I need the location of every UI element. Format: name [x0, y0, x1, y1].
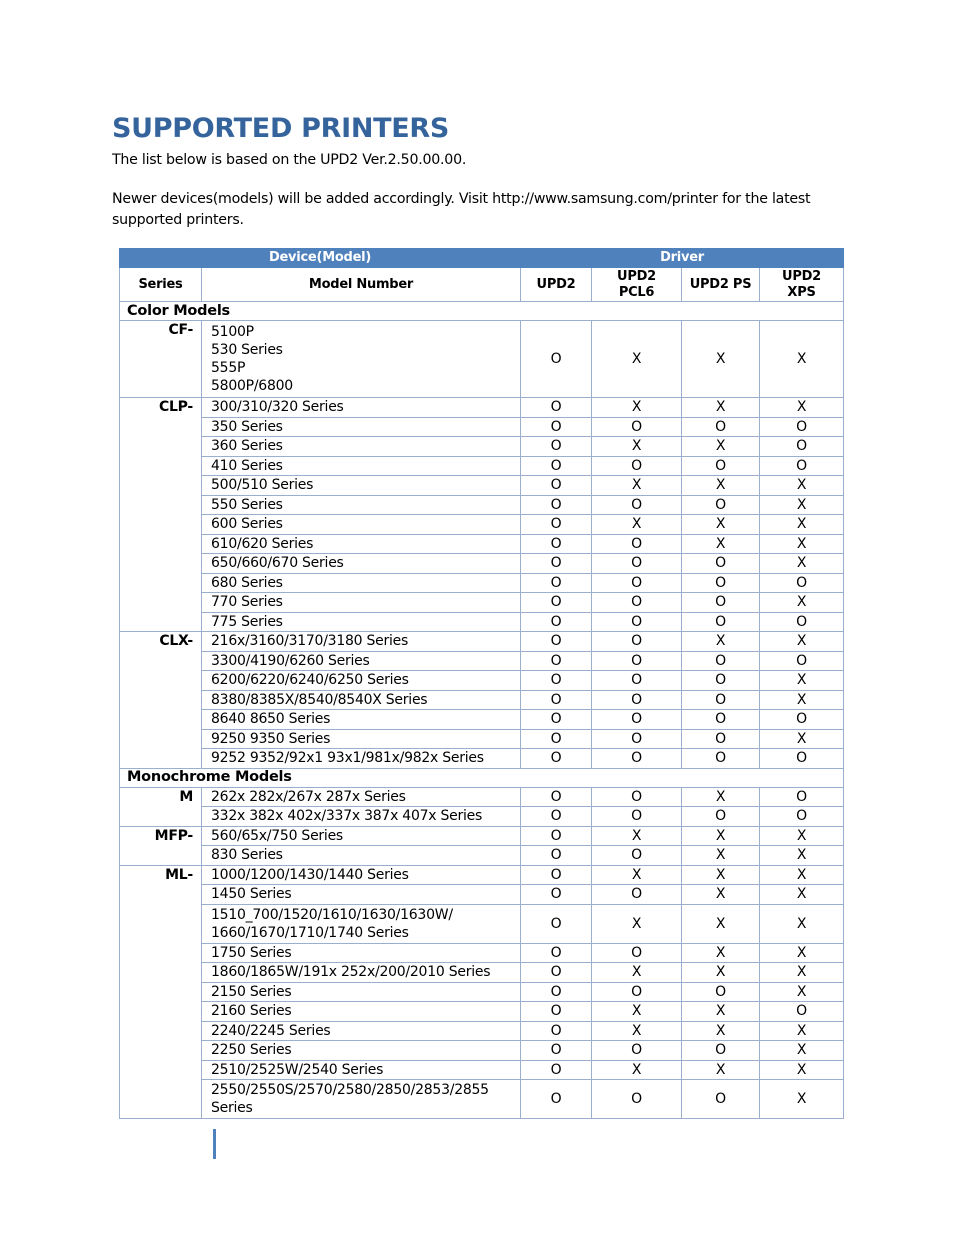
upd2-cell: O: [521, 632, 592, 652]
table-row: [120, 826, 844, 846]
upd2-xps-cell: X: [760, 865, 844, 885]
upd2-cell: O: [521, 1080, 592, 1119]
upd2-cell: O: [521, 807, 592, 827]
upd2-cell: O: [521, 437, 592, 457]
table-row: [120, 904, 844, 943]
upd2-cell: O: [521, 943, 592, 963]
upd2-cell: O: [521, 593, 592, 613]
upd2-xps-cell: X: [760, 534, 844, 554]
model-number-cell: 350 Series: [202, 417, 521, 437]
upd2-xps-cell: O: [760, 456, 844, 476]
model-number-cell: 560/65x/750 Series: [202, 826, 521, 846]
upd2-xps-cell: X: [760, 729, 844, 749]
table-row: [120, 1041, 844, 1061]
upd2-ps-cell: O: [682, 573, 760, 593]
section-label: Color Models: [120, 302, 844, 321]
model-number-cell: 410 Series: [202, 456, 521, 476]
series-name: ML-: [120, 865, 202, 1119]
table-row: [120, 612, 844, 632]
upd2-xps-cell: X: [760, 1080, 844, 1119]
column-header-row: [120, 268, 844, 302]
device-group-header: Device(Model): [120, 249, 521, 268]
upd2-ps-cell: X: [682, 632, 760, 652]
upd2-cell: O: [521, 963, 592, 983]
driver-group-header: Driver: [521, 249, 844, 268]
series-name: M: [120, 787, 202, 826]
table-row: [120, 476, 844, 496]
upd2-ps-cell: X: [682, 515, 760, 535]
upd2-cell: O: [521, 612, 592, 632]
upd2-xps-cell: O: [760, 573, 844, 593]
note-text: Newer devices(models) will be added accordingly. Visit http://www.samsung.com/printer for the latest supported printers.: [112, 191, 811, 228]
table-row: [120, 787, 844, 807]
col-header-upd2-pcl6: UPD2 PCL6: [592, 268, 682, 302]
upd2-ps-cell: O: [682, 710, 760, 730]
section-row: [120, 302, 844, 321]
upd2-pcl6-cell: O: [592, 417, 682, 437]
upd2-pcl6-cell: X: [592, 398, 682, 418]
model-number-cell: 680 Series: [202, 573, 521, 593]
upd2-pcl6-cell: X: [592, 865, 682, 885]
upd2-cell: O: [521, 398, 592, 418]
upd2-cell: O: [521, 885, 592, 905]
model-number-cell: 2250 Series: [202, 1041, 521, 1061]
col-header-upd2-xps: UPD2 XPS: [760, 268, 844, 302]
upd2-cell: O: [521, 826, 592, 846]
upd2-xps-cell: O: [760, 787, 844, 807]
table-row: [120, 573, 844, 593]
upd2-pcl6-cell: O: [592, 612, 682, 632]
upd2-xps-cell: O: [760, 612, 844, 632]
table-row: [120, 1080, 844, 1119]
upd2-ps-cell: O: [682, 807, 760, 827]
model-number-cell: 2510/2525W/2540 Series: [202, 1060, 521, 1080]
model-number-cell: 1000/1200/1430/1440 Series: [202, 865, 521, 885]
upd2-pcl6-cell: O: [592, 632, 682, 652]
upd2-cell: O: [521, 554, 592, 574]
upd2-pcl6-cell: O: [592, 846, 682, 866]
upd2-pcl6-cell: X: [592, 1002, 682, 1022]
upd2-xps-cell: O: [760, 749, 844, 769]
model-number-cell: 9250 9350 Series: [202, 729, 521, 749]
upd2-pcl6-cell: O: [592, 943, 682, 963]
upd2-pcl6-cell: X: [592, 476, 682, 496]
upd2-ps-cell: X: [682, 787, 760, 807]
upd2-cell: O: [521, 710, 592, 730]
table-row: [120, 729, 844, 749]
upd2-ps-cell: X: [682, 321, 760, 398]
model-number-cell: 8380/8385X/8540/8540X Series: [202, 690, 521, 710]
upd2-ps-cell: X: [682, 1060, 760, 1080]
upd2-cell: O: [521, 495, 592, 515]
model-number-cell: 2240/2245 Series: [202, 1021, 521, 1041]
upd2-xps-cell: X: [760, 943, 844, 963]
upd2-ps-cell: O: [682, 593, 760, 613]
upd2-xps-cell: X: [760, 495, 844, 515]
series-name: MFP-: [120, 826, 202, 865]
col-header-series: Series: [120, 268, 202, 302]
upd2-xps-cell: X: [760, 476, 844, 496]
upd2-xps-cell: X: [760, 671, 844, 691]
upd2-pcl6-cell: O: [592, 495, 682, 515]
upd2-ps-cell: X: [682, 885, 760, 905]
upd2-cell: O: [521, 1002, 592, 1022]
upd2-pcl6-cell: X: [592, 437, 682, 457]
model-number-cell: 1450 Series: [202, 885, 521, 905]
upd2-pcl6-cell: O: [592, 807, 682, 827]
model-number-cell: 332x 382x 402x/337x 387x 407x Series: [202, 807, 521, 827]
model-number-cell: 360 Series: [202, 437, 521, 457]
model-number-cell: 610/620 Series: [202, 534, 521, 554]
upd2-pcl6-cell: O: [592, 729, 682, 749]
upd2-ps-cell: X: [682, 398, 760, 418]
table-row: [120, 982, 844, 1002]
model-number-cell: 770 Series: [202, 593, 521, 613]
upd2-ps-cell: X: [682, 1002, 760, 1022]
upd2-cell: O: [521, 476, 592, 496]
upd2-ps-cell: O: [682, 1080, 760, 1119]
upd2-cell: O: [521, 321, 592, 398]
model-number-cell: 1750 Series: [202, 943, 521, 963]
upd2-cell: O: [521, 846, 592, 866]
table-row: [120, 865, 844, 885]
upd2-cell: O: [521, 787, 592, 807]
table-row: [120, 963, 844, 983]
col-header-upd2: UPD2: [521, 268, 592, 302]
series-name: CLP-: [120, 398, 202, 632]
table-row: [120, 437, 844, 457]
upd2-xps-cell: X: [760, 593, 844, 613]
upd2-pcl6-cell: X: [592, 321, 682, 398]
upd2-cell: O: [521, 671, 592, 691]
section-label: Monochrome Models: [120, 768, 844, 787]
upd2-xps-cell: X: [760, 1060, 844, 1080]
model-number-cell: 1860/1865W/191x 252x/200/2010 Series: [202, 963, 521, 983]
table-row: [120, 417, 844, 437]
upd2-pcl6-cell: O: [592, 1080, 682, 1119]
upd2-xps-cell: O: [760, 437, 844, 457]
upd2-xps-cell: X: [760, 982, 844, 1002]
model-number-cell: 8640 8650 Series: [202, 710, 521, 730]
upd2-xps-cell: X: [760, 904, 844, 943]
upd2-pcl6-cell: O: [592, 710, 682, 730]
upd2-cell: O: [521, 904, 592, 943]
table-body: [120, 302, 844, 1119]
model-number-cell: 300/310/320 Series: [202, 398, 521, 418]
model-number-cell: 216x/3160/3170/3180 Series: [202, 632, 521, 652]
series-name: CF-: [120, 321, 202, 398]
upd2-ps-cell: X: [682, 865, 760, 885]
table-row: [120, 846, 844, 866]
upd2-ps-cell: O: [682, 417, 760, 437]
upd2-xps-cell: X: [760, 1021, 844, 1041]
table-row: [120, 632, 844, 652]
upd2-pcl6-cell: O: [592, 1041, 682, 1061]
upd2-xps-cell: X: [760, 885, 844, 905]
upd2-cell: O: [521, 651, 592, 671]
upd2-cell: O: [521, 573, 592, 593]
model-number-cell: 6200/6220/6240/6250 Series: [202, 671, 521, 691]
upd2-xps-cell: O: [760, 710, 844, 730]
model-number-cell: 650/660/670 Series: [202, 554, 521, 574]
model-number-cell: 1510_700/1520/1610/1630/1630W/ 1660/1670/1710/1740 Series: [202, 904, 521, 943]
table-row: [120, 398, 844, 418]
upd2-xps-cell: X: [760, 554, 844, 574]
upd2-xps-cell: O: [760, 807, 844, 827]
upd2-ps-cell: X: [682, 476, 760, 496]
table-row: [120, 515, 844, 535]
table-row: [120, 593, 844, 613]
upd2-pcl6-cell: O: [592, 534, 682, 554]
upd2-cell: O: [521, 1021, 592, 1041]
upd2-ps-cell: O: [682, 729, 760, 749]
upd2-pcl6-cell: X: [592, 1060, 682, 1080]
upd2-cell: O: [521, 729, 592, 749]
upd2-pcl6-cell: O: [592, 749, 682, 769]
upd2-xps-cell: O: [760, 651, 844, 671]
table-row: [120, 651, 844, 671]
group-header-row: [120, 249, 844, 268]
upd2-xps-cell: X: [760, 963, 844, 983]
upd2-pcl6-cell: X: [592, 904, 682, 943]
table-row: [120, 456, 844, 476]
col-header-upd2-ps: UPD2 PS: [682, 268, 760, 302]
upd2-pcl6-cell: O: [592, 787, 682, 807]
model-number-cell: 3300/4190/6260 Series: [202, 651, 521, 671]
table-row: [120, 1060, 844, 1080]
upd2-cell: O: [521, 865, 592, 885]
upd2-ps-cell: O: [682, 749, 760, 769]
upd2-pcl6-cell: O: [592, 554, 682, 574]
upd2-pcl6-cell: O: [592, 593, 682, 613]
upd2-pcl6-cell: O: [592, 885, 682, 905]
upd2-ps-cell: X: [682, 437, 760, 457]
upd2-cell: O: [521, 749, 592, 769]
upd2-cell: O: [521, 982, 592, 1002]
upd2-cell: O: [521, 534, 592, 554]
upd2-cell: O: [521, 515, 592, 535]
model-number-cell: 2160 Series: [202, 1002, 521, 1022]
upd2-ps-cell: O: [682, 1041, 760, 1061]
upd2-pcl6-cell: O: [592, 573, 682, 593]
table-row: [120, 807, 844, 827]
table-row: [120, 534, 844, 554]
upd2-pcl6-cell: X: [592, 1021, 682, 1041]
upd2-xps-cell: X: [760, 321, 844, 398]
upd2-xps-cell: X: [760, 846, 844, 866]
upd2-ps-cell: O: [682, 495, 760, 515]
model-number-cell: 2150 Series: [202, 982, 521, 1002]
table-row: [120, 710, 844, 730]
model-number-cell: 5100P 530 Series 555P 5800P/6800: [202, 321, 521, 398]
upd2-pcl6-cell: O: [592, 671, 682, 691]
upd2-xps-cell: X: [760, 398, 844, 418]
upd2-cell: O: [521, 1060, 592, 1080]
model-number-cell: 550 Series: [202, 495, 521, 515]
model-number-cell: 9252 9352/92x1 93x1/981x/982x Series: [202, 749, 521, 769]
table-row: [120, 885, 844, 905]
page-title: SUPPORTED PRINTERS: [112, 113, 450, 144]
upd2-pcl6-cell: X: [592, 963, 682, 983]
upd2-xps-cell: X: [760, 690, 844, 710]
model-number-cell: 2550/2550S/2570/2580/2850/2853/2855 Series: [202, 1080, 521, 1119]
table-row: [120, 321, 844, 398]
model-number-cell: 830 Series: [202, 846, 521, 866]
upd2-ps-cell: O: [682, 982, 760, 1002]
upd2-pcl6-cell: O: [592, 651, 682, 671]
upd2-ps-cell: O: [682, 651, 760, 671]
table-row: [120, 1002, 844, 1022]
model-number-cell: 600 Series: [202, 515, 521, 535]
upd2-ps-cell: X: [682, 534, 760, 554]
table-row: [120, 1021, 844, 1041]
upd2-ps-cell: X: [682, 1021, 760, 1041]
upd2-xps-cell: X: [760, 515, 844, 535]
series-name: CLX-: [120, 632, 202, 769]
upd2-ps-cell: O: [682, 612, 760, 632]
upd2-xps-cell: X: [760, 632, 844, 652]
upd2-ps-cell: O: [682, 690, 760, 710]
upd2-pcl6-cell: X: [592, 826, 682, 846]
upd2-ps-cell: X: [682, 904, 760, 943]
upd2-ps-cell: X: [682, 963, 760, 983]
upd2-ps-cell: O: [682, 671, 760, 691]
upd2-pcl6-cell: O: [592, 456, 682, 476]
table-row: [120, 554, 844, 574]
table-row: [120, 495, 844, 515]
col-header-model-number: Model Number: [202, 268, 521, 302]
upd2-cell: O: [521, 1041, 592, 1061]
table-row: [120, 749, 844, 769]
upd2-cell: O: [521, 690, 592, 710]
upd2-pcl6-cell: O: [592, 690, 682, 710]
upd2-cell: O: [521, 456, 592, 476]
table-row: [120, 690, 844, 710]
section-row: [120, 768, 844, 787]
table-row: [120, 943, 844, 963]
upd2-pcl6-cell: O: [592, 982, 682, 1002]
upd2-xps-cell: X: [760, 1041, 844, 1061]
table-row: [120, 671, 844, 691]
upd2-xps-cell: O: [760, 417, 844, 437]
upd2-xps-cell: X: [760, 826, 844, 846]
intro-text: The list below is based on the UPD2 Ver.2.50.00.00.: [112, 152, 467, 168]
upd2-ps-cell: X: [682, 826, 760, 846]
upd2-xps-cell: O: [760, 1002, 844, 1022]
upd2-ps-cell: O: [682, 554, 760, 574]
upd2-ps-cell: X: [682, 943, 760, 963]
upd2-ps-cell: X: [682, 846, 760, 866]
upd2-ps-cell: O: [682, 456, 760, 476]
footer-accent-line: [213, 1129, 216, 1159]
upd2-cell: O: [521, 417, 592, 437]
supported-printers-table: [119, 248, 844, 1119]
model-number-cell: 775 Series: [202, 612, 521, 632]
model-number-cell: 500/510 Series: [202, 476, 521, 496]
model-number-cell: 262x 282x/267x 287x Series: [202, 787, 521, 807]
upd2-pcl6-cell: X: [592, 515, 682, 535]
